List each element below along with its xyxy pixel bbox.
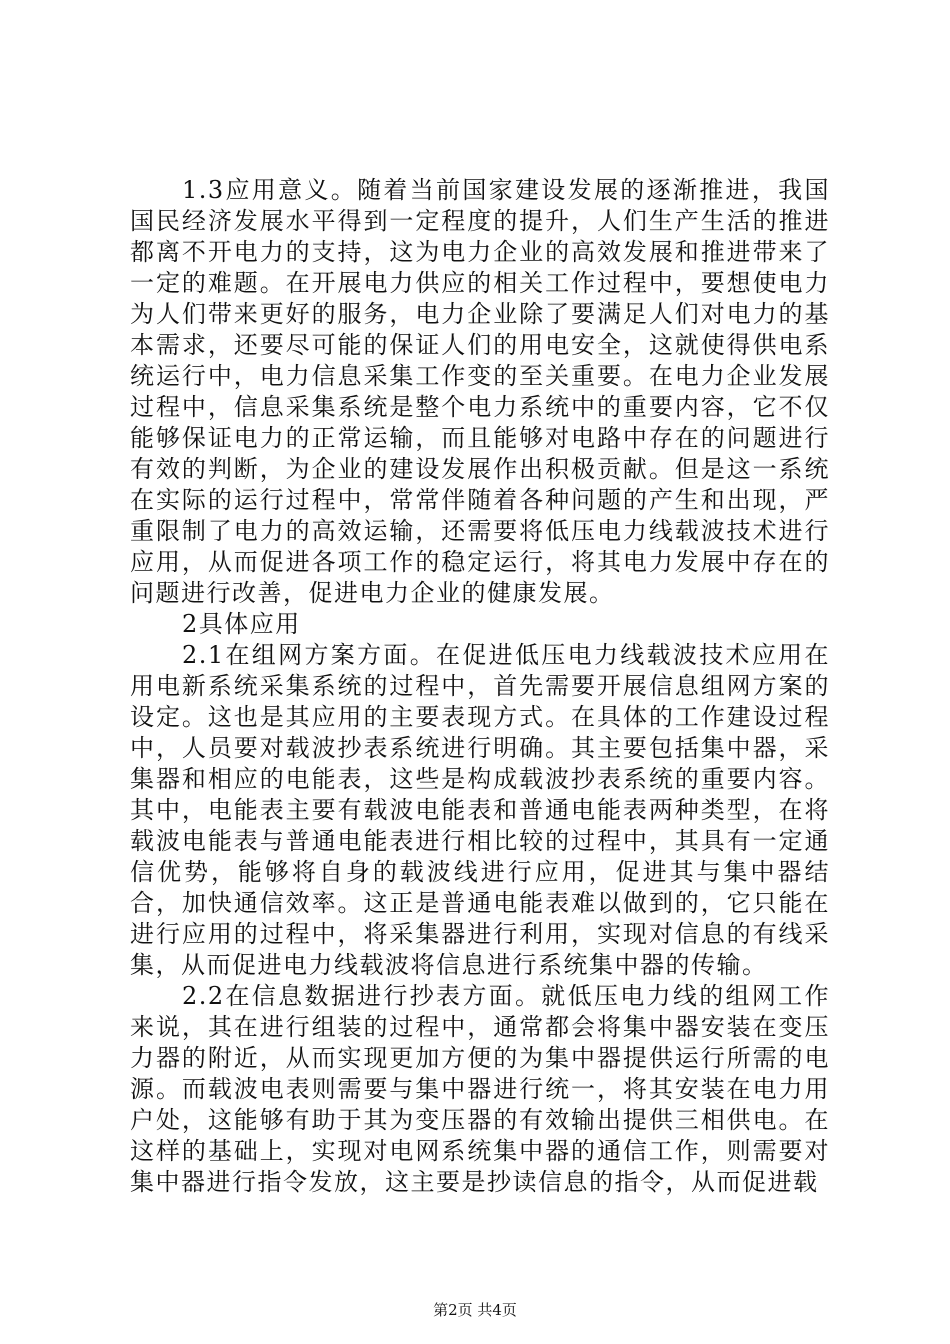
page-number-footer: 第2页 共4页 xyxy=(433,1301,517,1319)
paragraph-meter-reading: 2.2在信息数据进行抄表方面。就低压电力线的组网工作来说，其在进行组装的过程中，通常都会将集中器安装在变压力器的附近，从而实现更加方便的为集中器提供运行所需的电源。而载波电表则需要与集中器进行统一，将其安装在电力用户处，这能够有助于其为变压器的有效输出提供三相供电。在这样的基础上，实现对电网系统集中器的通信工作，则需要对集中器进行指令发放，这主要是抄读信息的指令，从而促进载 xyxy=(130,982,830,1196)
paragraph-networking-scheme: 2.1在组网方案方面。在促进低压电力线载波技术应用在用电新系统采集系统的过程中，首先需要开展信息组网方案的设定。这也是其应用的主要表现方式。在具体的工作建设过程中，人员要对载波抄表系统进行明确。其主要包括集中器，采集器和相应的电能表，这些是构成载波抄表系统的重要内容。其中，电能表主要有载波电能表和普通电能表两种类型，在将载波电能表与普通电能表进行相比较的过程中，其具有一定通信优势，能够将自身的载波线进行应用，促进其与集中器结合，加快通信效率。这正是普通电能表难以做到的，它只能在进行应用的过程中，将采集器进行利用，实现对信息的有线采集，从而促进电力线载波将信息进行系统集中器的传输。 xyxy=(130,641,830,979)
paragraph-application-significance: 1.3应用意义。随着当前国家建设发展的逐渐推进，我国国民经济发展水平得到一定程度的提升，人们生产生活的推进都离不开电力的支持，这为电力企业的高效发展和推进带来了一定的难题。在开展电力供应的相关工作过程中，要想使电力为人们带来更好的服务，电力企业除了要满足人们对电力的基本需求，还要尽可能的保证人们的用电安全，这就使得供电系统运行中，电力信息采集工作变的至关重要。在电力企业发展过程中，信息采集系统是整个电力系统中的重要内容，它不仅能够保证电力的正常运输，而且能够对电路中存在的问题进行有效的判断，为企业的建设发展作出积极贡献。但是这一系统在实际的运行过程中，常常伴随着各种问题的产生和出现，严重限制了电力的高效运输，还需要将低压电力线载波技术进行应用，从而促进各项工作的稳定运行，将其电力发展中存在的问题进行改善，促进电力企业的健康发展。 xyxy=(130,176,830,607)
document-body xyxy=(130,175,830,1198)
section-heading-specific-application: 2具体应用 xyxy=(182,610,301,638)
